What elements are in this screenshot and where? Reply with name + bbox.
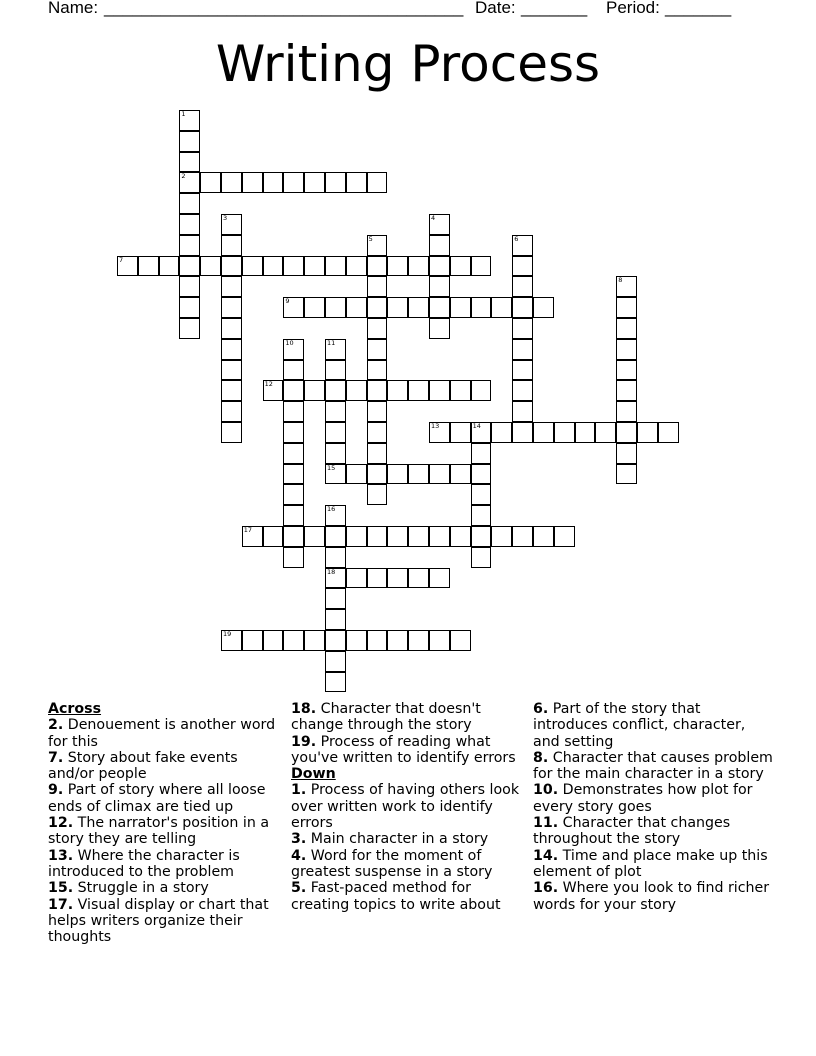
grid-cell[interactable] xyxy=(367,484,388,505)
grid-cell[interactable] xyxy=(200,256,221,277)
grid-cell[interactable] xyxy=(221,297,242,318)
clue-number: 10 xyxy=(285,338,294,347)
grid-cell[interactable] xyxy=(221,360,242,381)
clue-number: 15 xyxy=(327,463,336,472)
name-field[interactable]: ______________________________________ xyxy=(104,0,464,17)
grid-cell[interactable] xyxy=(325,568,346,589)
grid-cell[interactable] xyxy=(387,630,408,651)
grid-cell[interactable] xyxy=(179,131,200,152)
grid-cell[interactable] xyxy=(367,256,388,277)
down-heading: Down xyxy=(291,766,336,783)
grid-cell[interactable] xyxy=(221,401,242,422)
grid-cell[interactable] xyxy=(408,256,429,277)
grid-cell[interactable] xyxy=(429,380,450,401)
down-clue-5: 5. Fast-paced method for creating topics to write about xyxy=(291,880,501,913)
grid-cell[interactable] xyxy=(346,380,367,401)
grid-cell[interactable] xyxy=(471,256,492,277)
down-clue-10: 10. Demonstrates how plot for every story goes xyxy=(533,782,753,815)
grid-cell[interactable] xyxy=(367,464,388,485)
grid-cell[interactable] xyxy=(616,297,637,318)
grid-cell[interactable] xyxy=(429,214,450,235)
grid-cell[interactable] xyxy=(138,256,159,277)
grid-cell[interactable] xyxy=(325,630,346,651)
clue-number: 9 xyxy=(285,297,290,306)
clue-number: 6 xyxy=(514,234,519,243)
name-label: Name: xyxy=(48,0,99,17)
grid-cell[interactable] xyxy=(429,297,450,318)
grid-cell[interactable] xyxy=(304,630,325,651)
grid-cell[interactable] xyxy=(242,172,263,193)
clue-number: 16 xyxy=(327,505,336,514)
grid-cell[interactable] xyxy=(325,672,346,693)
grid-cell[interactable] xyxy=(179,193,200,214)
grid-cell[interactable] xyxy=(471,422,492,443)
grid-cell[interactable] xyxy=(429,256,450,277)
grid-cell[interactable] xyxy=(346,568,367,589)
grid-cell[interactable] xyxy=(367,380,388,401)
grid-cell[interactable] xyxy=(616,339,637,360)
grid-cell[interactable] xyxy=(159,256,180,277)
grid-cell[interactable] xyxy=(283,484,304,505)
clue-number: 19 xyxy=(223,630,232,638)
grid-cell[interactable] xyxy=(325,360,346,381)
grid-cell[interactable] xyxy=(283,297,304,318)
grid-cell[interactable] xyxy=(450,380,471,401)
down-clue-3: 3. Main character in a story xyxy=(291,831,489,848)
grid-cell[interactable] xyxy=(367,318,388,339)
grid-cell[interactable] xyxy=(346,630,367,651)
grid-cell[interactable] xyxy=(533,422,554,443)
clues-column-1 xyxy=(48,701,288,945)
grid-cell[interactable] xyxy=(367,401,388,422)
grid-cell[interactable] xyxy=(346,172,367,193)
grid-cell[interactable] xyxy=(200,172,221,193)
clue-number: 13 xyxy=(431,422,440,430)
grid-cell[interactable] xyxy=(367,339,388,360)
grid-cell[interactable] xyxy=(616,360,637,381)
across-heading: Across xyxy=(48,701,102,717)
grid-cell[interactable] xyxy=(512,380,533,401)
grid-cell[interactable] xyxy=(179,172,200,193)
grid-cell[interactable] xyxy=(533,526,554,547)
grid-cell[interactable] xyxy=(325,464,346,485)
grid-cell[interactable] xyxy=(387,526,408,547)
grid-cell[interactable] xyxy=(512,360,533,381)
grid-cell[interactable] xyxy=(283,380,304,401)
down-clue-16: 16. Where you look to find richer words for your story xyxy=(533,880,770,913)
grid-cell[interactable] xyxy=(367,526,388,547)
grid-cell[interactable] xyxy=(616,401,637,422)
grid-cell[interactable] xyxy=(283,547,304,568)
clue-number: 4 xyxy=(431,214,436,222)
grid-cell[interactable] xyxy=(367,360,388,381)
grid-cell[interactable] xyxy=(283,443,304,464)
grid-cell[interactable] xyxy=(117,256,138,277)
grid-cell[interactable] xyxy=(512,339,533,360)
grid-cell[interactable] xyxy=(221,276,242,297)
grid-cell[interactable] xyxy=(512,401,533,422)
grid-cell[interactable] xyxy=(283,339,304,360)
grid-cell[interactable] xyxy=(408,380,429,401)
grid-cell[interactable] xyxy=(304,172,325,193)
grid-cell[interactable] xyxy=(221,172,242,193)
grid-cell[interactable] xyxy=(346,526,367,547)
grid-cell[interactable] xyxy=(242,256,263,277)
grid-cell[interactable] xyxy=(595,422,616,443)
across-clue-18: 18. Character that doesn't change through the story xyxy=(291,701,481,734)
grid-cell[interactable] xyxy=(325,547,346,568)
grid-cell[interactable] xyxy=(242,630,263,651)
grid-cell[interactable] xyxy=(367,422,388,443)
grid-cell[interactable] xyxy=(283,630,304,651)
grid-cell[interactable] xyxy=(471,443,492,464)
grid-cell[interactable] xyxy=(304,256,325,277)
grid-cell[interactable] xyxy=(616,422,637,443)
grid-cell[interactable] xyxy=(387,297,408,318)
grid-cell[interactable] xyxy=(283,172,304,193)
grid-cell[interactable] xyxy=(263,526,284,547)
grid-cell[interactable] xyxy=(283,422,304,443)
grid-cell[interactable] xyxy=(221,256,242,277)
grid-cell[interactable] xyxy=(491,526,512,547)
grid-cell[interactable] xyxy=(221,630,242,651)
grid-cell[interactable] xyxy=(179,152,200,173)
grid-cell[interactable] xyxy=(346,464,367,485)
grid-cell[interactable] xyxy=(471,297,492,318)
grid-cell[interactable] xyxy=(263,172,284,193)
grid-cell[interactable] xyxy=(325,380,346,401)
clue-number: 17 xyxy=(243,526,253,534)
grid-cell[interactable] xyxy=(221,318,242,339)
down-clue-4: 4. Word for the moment of greatest suspense in a story xyxy=(291,847,493,880)
grid-cell[interactable] xyxy=(346,256,367,277)
grid-cell[interactable] xyxy=(263,256,284,277)
across-clue-2: 2. Denouement is another word for this xyxy=(48,717,276,750)
grid-cell[interactable] xyxy=(304,526,325,547)
grid-cell[interactable] xyxy=(471,526,492,547)
grid-cell[interactable] xyxy=(346,297,367,318)
grid-cell[interactable] xyxy=(471,380,492,401)
grid-cell[interactable] xyxy=(471,547,492,568)
grid-cell[interactable] xyxy=(325,256,346,277)
grid-cell[interactable] xyxy=(179,235,200,256)
grid-cell[interactable] xyxy=(512,526,533,547)
grid-cell[interactable] xyxy=(304,297,325,318)
grid-cell[interactable] xyxy=(554,526,575,547)
grid-cell[interactable] xyxy=(367,276,388,297)
clues-column-2 xyxy=(291,701,531,913)
period-field[interactable]: _______ xyxy=(665,0,732,17)
across-clue-15: 15. Struggle in a story xyxy=(48,880,209,897)
grid-cell[interactable] xyxy=(512,235,533,256)
grid-cell[interactable] xyxy=(471,464,492,485)
clue-number: 8 xyxy=(618,276,623,285)
grid-cell[interactable] xyxy=(263,630,284,651)
grid-cell[interactable] xyxy=(429,630,450,651)
grid-cell[interactable] xyxy=(367,172,388,193)
grid-cell[interactable] xyxy=(242,526,263,547)
grid-cell[interactable] xyxy=(408,464,429,485)
clue-number: 14 xyxy=(472,422,481,430)
grid-cell[interactable] xyxy=(429,568,450,589)
grid-cell[interactable] xyxy=(325,422,346,443)
grid-cell[interactable] xyxy=(408,630,429,651)
grid-cell[interactable] xyxy=(325,401,346,422)
grid-cell[interactable] xyxy=(512,276,533,297)
grid-cell[interactable] xyxy=(429,318,450,339)
grid-cell[interactable] xyxy=(554,422,575,443)
clue-number: 7 xyxy=(119,255,124,264)
grid-cell[interactable] xyxy=(283,256,304,277)
grid-cell[interactable] xyxy=(367,443,388,464)
down-clue-8: 8. Character that causes problem for the main character in a story xyxy=(533,749,773,783)
grid-cell[interactable] xyxy=(616,380,637,401)
grid-cell[interactable] xyxy=(325,339,346,360)
down-clue-14: 14. Time and place make up this element of plot xyxy=(533,847,768,880)
clue-number: 12 xyxy=(264,380,273,389)
grid-cell[interactable] xyxy=(325,651,346,672)
grid-cell[interactable] xyxy=(512,256,533,277)
grid-cell[interactable] xyxy=(450,297,471,318)
grid-cell[interactable] xyxy=(429,464,450,485)
grid-cell[interactable] xyxy=(179,276,200,297)
grid-cell[interactable] xyxy=(450,464,471,485)
grid-cell[interactable] xyxy=(450,630,471,651)
grid-cell[interactable] xyxy=(408,526,429,547)
grid-cell[interactable] xyxy=(179,318,200,339)
grid-cell[interactable] xyxy=(471,505,492,526)
grid-cell[interactable] xyxy=(325,526,346,547)
grid-cell[interactable] xyxy=(179,256,200,277)
grid-cell[interactable] xyxy=(637,422,658,443)
grid-cell[interactable] xyxy=(387,380,408,401)
across-clue-9: 9. Part of story where all loose ends of climax are tied up xyxy=(48,782,266,815)
across-clue-7: 7. Story about fake events and/or people xyxy=(48,749,238,783)
period-label: Period: xyxy=(606,0,660,17)
grid-cell[interactable] xyxy=(450,526,471,547)
grid-cell[interactable] xyxy=(325,588,346,609)
grid-cell[interactable] xyxy=(221,339,242,360)
grid-cell[interactable] xyxy=(283,401,304,422)
grid-cell[interactable] xyxy=(429,235,450,256)
grid-cell[interactable] xyxy=(387,464,408,485)
grid-cell[interactable] xyxy=(533,297,554,318)
down-clue-1: 1. Process of having others look over written work to identify errors xyxy=(291,782,520,832)
clue-number: 3 xyxy=(223,214,228,222)
grid-cell[interactable] xyxy=(325,505,346,526)
clue-number: 1 xyxy=(181,110,186,118)
grid-cell[interactable] xyxy=(221,380,242,401)
grid-cell[interactable] xyxy=(512,422,533,443)
grid-cell[interactable] xyxy=(179,110,200,131)
grid-cell[interactable] xyxy=(408,568,429,589)
grid-cell[interactable] xyxy=(429,276,450,297)
grid-cell[interactable] xyxy=(325,172,346,193)
grid-cell[interactable] xyxy=(429,526,450,547)
grid-cell[interactable] xyxy=(179,214,200,235)
grid-cell[interactable] xyxy=(304,380,325,401)
grid-cell[interactable] xyxy=(367,235,388,256)
across-clue-19: 19. Process of reading what you've written to identify errors xyxy=(291,733,516,766)
grid-cell[interactable] xyxy=(616,443,637,464)
grid-cell[interactable] xyxy=(325,609,346,630)
grid-cell[interactable] xyxy=(616,318,637,339)
grid-cell[interactable] xyxy=(263,380,284,401)
grid-cell[interactable] xyxy=(429,422,450,443)
grid-cell[interactable] xyxy=(450,422,471,443)
grid-cell[interactable] xyxy=(575,422,596,443)
clues-column-3 xyxy=(533,701,773,913)
across-clue-13: 13. Where the character is introduced to the problem xyxy=(48,847,240,880)
grid-cell[interactable] xyxy=(179,297,200,318)
grid-cell[interactable] xyxy=(325,297,346,318)
grid-cell[interactable] xyxy=(491,422,512,443)
puzzle-title: Writing Process xyxy=(215,35,601,93)
grid-cell[interactable] xyxy=(221,214,242,235)
grid-cell[interactable] xyxy=(221,235,242,256)
grid-cell[interactable] xyxy=(491,297,512,318)
grid-cell[interactable] xyxy=(221,422,242,443)
grid-cell[interactable] xyxy=(512,297,533,318)
grid-cell[interactable] xyxy=(387,568,408,589)
down-clue-11: 11. Character that changes throughout the story xyxy=(533,815,731,848)
grid-cell[interactable] xyxy=(408,297,429,318)
clue-number: 2 xyxy=(181,172,186,181)
date-label: Date: xyxy=(475,0,516,17)
grid-cell[interactable] xyxy=(367,568,388,589)
grid-cell[interactable] xyxy=(325,443,346,464)
grid-cell[interactable] xyxy=(367,630,388,651)
down-clue-6: 6. Part of the story that introduces conflict, character, and setting xyxy=(533,701,746,750)
grid-cell[interactable] xyxy=(616,276,637,297)
across-clue-12: 12. The narrator's position in a story they are telling xyxy=(48,815,270,848)
grid-cell[interactable] xyxy=(658,422,679,443)
clue-number: 18 xyxy=(327,567,336,576)
across-clue-17: 17. Visual display or chart that helps writers organize their thoughts xyxy=(48,896,269,946)
grid-cell[interactable] xyxy=(283,360,304,381)
grid-cell[interactable] xyxy=(471,484,492,505)
grid-cell[interactable] xyxy=(450,256,471,277)
grid-cell[interactable] xyxy=(512,318,533,339)
clue-number: 11 xyxy=(327,338,336,347)
date-field[interactable]: _______ xyxy=(521,0,588,17)
grid-cell[interactable] xyxy=(367,297,388,318)
grid-cell[interactable] xyxy=(283,526,304,547)
grid-cell[interactable] xyxy=(387,256,408,277)
grid-cell[interactable] xyxy=(283,505,304,526)
grid-cell[interactable] xyxy=(283,464,304,485)
grid-cell[interactable] xyxy=(616,464,637,485)
clue-number: 5 xyxy=(368,234,373,243)
